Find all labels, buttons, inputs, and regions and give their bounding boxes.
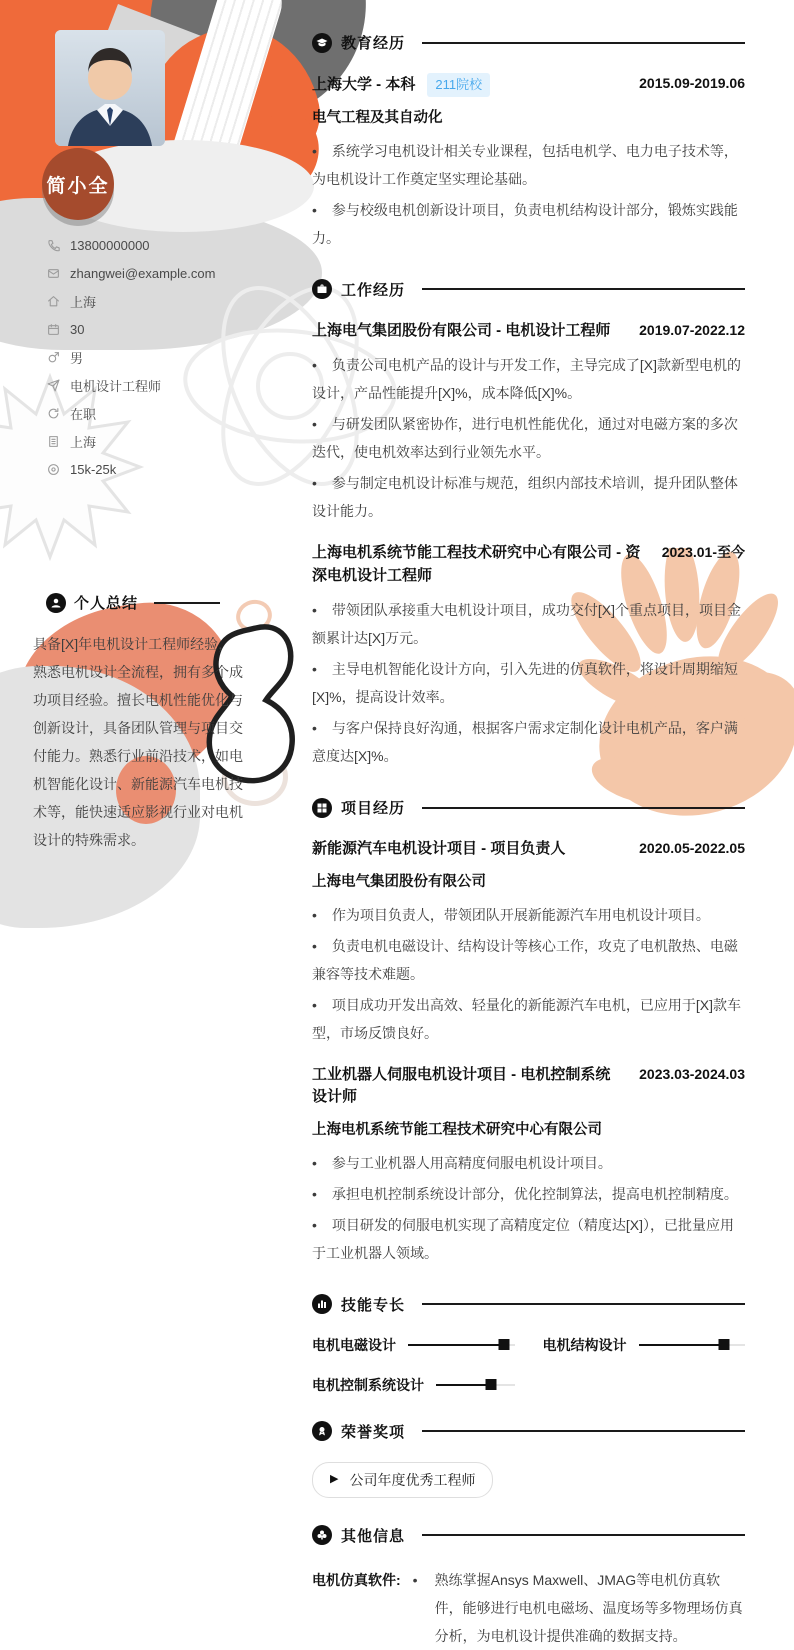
skills-divider <box>422 1303 745 1305</box>
honors-section-header <box>312 1421 745 1442</box>
medal-icon <box>312 1421 332 1441</box>
bullet-item: • 与研发团队紧密协作，进行电机性能优化，通过对电磁方案的多次迭代，使电机效率达到行业领先水平。 <box>312 410 745 466</box>
contact-email <box>46 259 286 287</box>
skill-slider[interactable] <box>639 1344 746 1346</box>
project1-title: 新能源汽车电机设计项目 - 项目负责人 <box>312 840 566 857</box>
other-info-text: • 熟练掌握Ansys Maxwell、JMAG等电机仿真软件，能够进行电机电磁场、温度场等多物理场仿真分析，为电机设计提供准确的数据支持。 <box>413 1566 745 1650</box>
skill-slider-handle[interactable] <box>498 1339 509 1350</box>
contact-phone-value: 13800000000 <box>70 237 150 253</box>
skill-item: 电机控制系统设计 <box>312 1375 515 1395</box>
education-divider <box>422 42 745 44</box>
job1-title: 上海电气集团股份有限公司 - 电机设计工程师 <box>312 321 611 339</box>
bullet-item: • 参与制定电机设计标准与规范，组织内部技术培训，提升团队整体设计能力。 <box>312 469 745 525</box>
briefcase-icon <box>312 279 332 299</box>
education-major: 电气工程及其自动化 <box>312 109 443 126</box>
project1-date: 2020.05-2022.05 <box>639 840 745 856</box>
bullet-item: • 承担电机控制系统设计部分，优化控制算法，提高电机控制精度。 <box>312 1180 745 1208</box>
contact-salary <box>46 455 286 483</box>
projects-title: 项目经历 <box>341 800 406 817</box>
contact-list <box>46 231 286 483</box>
bullet-item: • 参与校级电机创新设计项目，负责电机结构设计部分，锻炼实践能力。 <box>312 196 745 252</box>
summary-title: 个人总结 <box>74 595 139 612</box>
home-icon <box>46 294 60 308</box>
skills-section-header <box>312 1294 745 1315</box>
honor-badge-label: 公司年度优秀工程师 <box>349 1471 476 1488</box>
skill-slider-handle[interactable] <box>485 1379 496 1390</box>
job1-date: 2019.07-2022.12 <box>639 321 745 338</box>
skill-slider-fill <box>436 1384 491 1386</box>
honor-badge-chip[interactable] <box>312 1462 493 1498</box>
honors-list <box>312 1462 745 1498</box>
project2-header <box>312 1064 745 1109</box>
skill-slider-fill <box>639 1344 724 1346</box>
education-bullets <box>312 137 745 252</box>
name-badge <box>42 148 114 220</box>
education-entry-header <box>312 73 745 97</box>
other-info-label: 电机仿真软件: <box>312 1571 401 1588</box>
job1-header <box>312 320 745 343</box>
job2-title: 上海电机系统节能工程技术研究中心有限公司 - 资深电机设计工程师 <box>312 544 641 584</box>
skill-item: 电机结构设计 <box>543 1335 746 1355</box>
other-info-row <box>312 1566 745 1650</box>
bullet-item: • 项目研发的伺服电机实现了高精度定位（精度达[X]），已批量应用于工业机器人领域。 <box>312 1211 745 1267</box>
projects-section-header <box>312 797 745 818</box>
salary-icon <box>46 462 60 476</box>
person-icon <box>46 593 66 613</box>
honors-divider <box>422 1430 745 1432</box>
contact-email-value: zhangwei@example.com <box>70 265 216 281</box>
summary-divider <box>154 602 220 604</box>
contact-gender-value: 男 <box>70 350 84 366</box>
clover-icon <box>312 1525 332 1545</box>
projects-divider <box>422 807 745 809</box>
education-section-header <box>312 32 745 53</box>
job2-bullets <box>312 596 745 770</box>
project2-company: 上海电机系统节能工程技术研究中心有限公司 <box>312 1121 602 1138</box>
bullet-item: • 作为项目负责人，带领团队开展新能源汽车用电机设计项目。 <box>312 901 745 929</box>
project1-header <box>312 838 745 861</box>
school-211-badge: 211院校 <box>427 73 490 97</box>
other-divider <box>422 1534 745 1536</box>
play-icon: ▶ <box>330 1473 339 1485</box>
summary-section-header <box>46 592 256 613</box>
job2-date: 2023.01-至今 <box>661 544 745 560</box>
other-title: 其他信息 <box>341 1527 406 1545</box>
contact-job-value: 电机设计工程师 <box>70 378 162 394</box>
contact-phone <box>46 231 286 259</box>
project2-date: 2023.03-2024.03 <box>639 1065 745 1082</box>
bullet-item: • 参与工业机器人用高精度伺服电机设计项目。 <box>312 1149 745 1177</box>
work-title: 工作经历 <box>341 281 406 299</box>
contact-company-city <box>46 427 286 455</box>
sidebar <box>0 0 300 1288</box>
skill-slider-handle[interactable] <box>718 1339 729 1350</box>
skills-title: 技能专长 <box>341 1296 406 1314</box>
work-section-header <box>312 279 745 300</box>
skill-slider[interactable] <box>408 1344 515 1346</box>
contact-city-value: 上海 <box>70 294 97 310</box>
skills-grid <box>312 1335 745 1395</box>
contact-status-value: 在职 <box>70 406 97 422</box>
skill-item: 电机电磁设计 <box>312 1335 515 1355</box>
contact-status <box>46 399 286 427</box>
contact-salary-value: 15k-25k <box>70 461 117 477</box>
bullet-item: • 主导电机智能化设计方向，引入先进的仿真软件，将设计周期缩短[X]%，提高设计效率。 <box>312 655 745 711</box>
graduation-cap-icon <box>312 33 332 53</box>
honors-title: 荣誉奖项 <box>341 1423 406 1441</box>
job2-header <box>312 542 745 587</box>
bar-chart-icon <box>312 1294 332 1314</box>
company-icon <box>46 434 60 448</box>
age-icon <box>46 322 60 336</box>
profile-photo-image <box>55 30 165 146</box>
grid-icon <box>312 798 332 818</box>
project1-bullets <box>312 901 745 1047</box>
job-icon <box>46 378 60 392</box>
bullet-item: • 负责公司电机产品的设计与开发工作，主导完成了[X]款新型电机的设计，产品性能提升[X]%，成本降低[X]%。 <box>312 351 745 407</box>
profile-photo <box>55 30 165 146</box>
bullet-item: • 负责电机电磁设计、结构设计等核心工作，攻克了电机散热、电磁兼容等技术难题。 <box>312 932 745 988</box>
education-title: 教育经历 <box>341 35 406 52</box>
work-divider <box>422 288 745 290</box>
email-icon <box>46 266 60 280</box>
project2-bullets <box>312 1149 745 1267</box>
bullet-item: • 项目成功开发出高效、轻量化的新能源汽车电机，已应用于[X]款车型，市场反馈良好。 <box>312 991 745 1047</box>
skill-slider-fill <box>408 1344 504 1346</box>
gender-icon <box>46 350 60 364</box>
other-section-header <box>312 1525 745 1546</box>
education-school: 上海大学 - 本科 211院校 <box>312 73 625 97</box>
job1-bullets <box>312 351 745 525</box>
summary-text: 具备[X]年电机设计工程师经验，熟悉电机设计全流程，拥有多个成功项目经验。擅长电机性能优化与创新设计，具备团队管理与项目交付能力。熟悉行业前沿技术，如电机智能化设计、新能源汽车电机技术等，能快速适应影视行业对电机设计的特殊需求。 <box>33 636 243 848</box>
contact-company-city-value: 上海 <box>70 434 97 450</box>
phone-icon <box>46 238 60 252</box>
education-date: 2015.09-2019.06 <box>639 75 745 91</box>
resume-main <box>312 0 745 1650</box>
status-icon <box>46 406 60 420</box>
contact-gender <box>46 343 286 371</box>
contact-age <box>46 315 286 343</box>
name-text: 简小全 <box>46 175 110 197</box>
contact-city <box>46 287 286 315</box>
bullet-item: • 系统学习电机设计相关专业课程，包括电机学、电力电子技术等，为电机设计工作奠定坚实理论基础。 <box>312 137 745 193</box>
bullet-item: • 带领团队承接重大电机设计项目，成功交付[X]个重点项目，项目金额累计达[X]万元。 <box>312 596 745 652</box>
contact-job <box>46 371 286 399</box>
project2-title: 工业机器人伺服电机设计项目 - 电机控制系统设计师 <box>312 1065 611 1105</box>
contact-age-value: 30 <box>70 321 85 337</box>
bullet-item: • 与客户保持良好沟通，根据客户需求定制化设计电机产品，客户满意度达[X]%。 <box>312 714 745 770</box>
skill-slider[interactable] <box>436 1384 515 1386</box>
project1-company: 上海电气集团股份有限公司 <box>312 873 486 890</box>
